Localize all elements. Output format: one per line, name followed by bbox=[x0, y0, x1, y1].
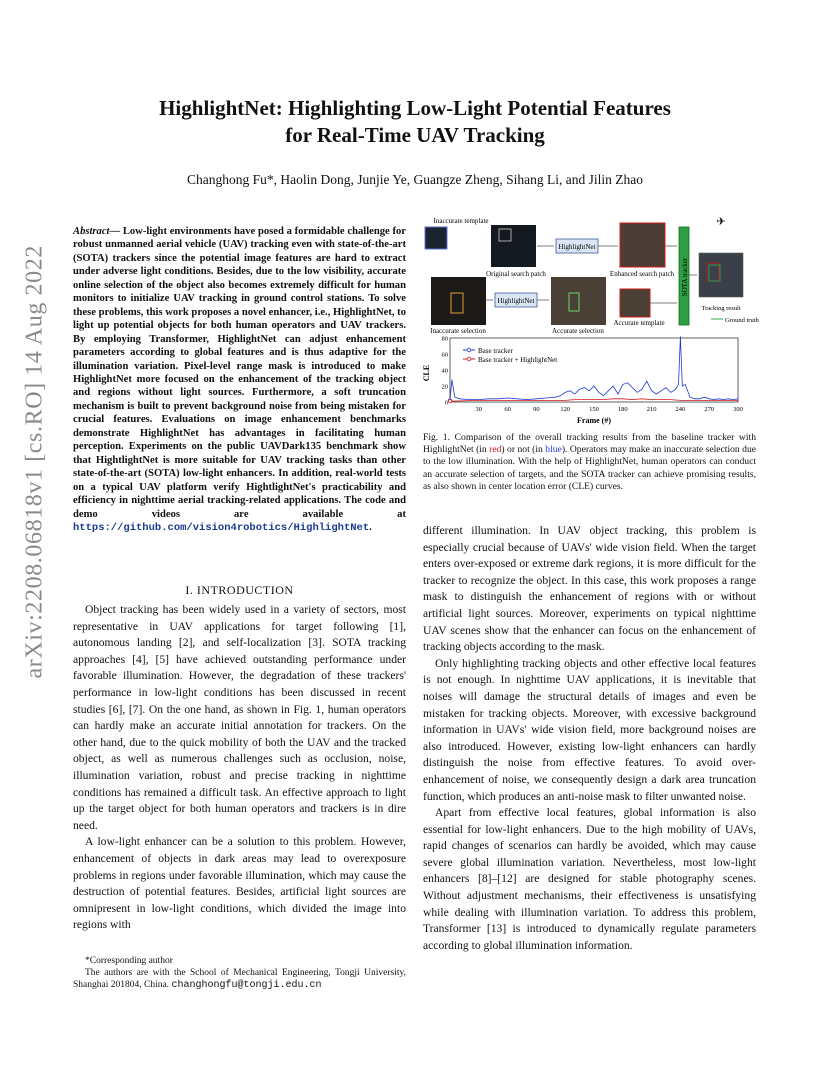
label-original-patch: Original search patch bbox=[486, 270, 546, 278]
title-line-1: HighlightNet: Highlighting Low-Light Potential Features bbox=[159, 96, 671, 120]
label-inaccurate-selection: Inaccurate selection bbox=[430, 327, 486, 335]
intro-left-column bbox=[73, 602, 406, 934]
cle-chart bbox=[422, 336, 743, 426]
paragraph: Object tracking has been widely used in a variety of sectors, most representative in UAV applications for target following [1], autonomous landing [2], and self-localization [3]. SOTA tracking approaches [4], [5] have achieved outstanding performance under favorable illumination. However, the degradation of these trackers' performance in low-light conditions has been discussed in recent studies [6], [7]. On the one hand, as shown in Fig. 1, human operators can hardly make an accurate initial annotation for trackers. On the other hand, due to the quick mobility of both the UAV and the tracked object, as well as numerous challenges such as occlusion, noise, illumination variation, robust and precise tracking in nighttime conditions has remained a difficult task. An effective approach to light up the target object for both human operators and trackers is in dire need. bbox=[73, 603, 406, 832]
abstract-label: Abstract— bbox=[73, 226, 121, 237]
caption-red-word: red bbox=[489, 444, 502, 456]
legend bbox=[463, 347, 557, 364]
caption-text-1: Comparison of the overall tracking results from the baseline tracker with HighlightNet (in bbox=[423, 432, 756, 456]
x-axis-label: Frame (#) bbox=[577, 416, 611, 425]
caption-text-2: ) or not (in bbox=[501, 444, 546, 456]
paper-title bbox=[100, 95, 730, 149]
y-axis-label: CLE bbox=[422, 364, 431, 382]
x-tick-label: 240 bbox=[675, 406, 686, 413]
caption-text-3: ). Operators may make an inaccurate selection due to the low illumination. With the help of HighlightNet, human operators can conduct an accurate selection of targets, and the SOTA tracker can achieve promising results, as also shown in center location error (CLE) curves. bbox=[423, 444, 756, 492]
y-tick-label: 80 bbox=[441, 335, 448, 343]
pipeline-diagram bbox=[425, 216, 760, 335]
label-enhanced-patch: Enhanced search patch bbox=[609, 270, 675, 278]
abstract-end: . bbox=[369, 521, 372, 533]
legend-label-base: Base tracker bbox=[478, 347, 513, 355]
x-tick-label: 270 bbox=[704, 406, 715, 413]
y-tick-label: 40 bbox=[441, 367, 448, 375]
x-tick-label: 300 bbox=[733, 406, 743, 413]
figure-1 bbox=[422, 215, 759, 428]
footnote-affiliation bbox=[73, 967, 406, 992]
paragraph: A low-light enhancer can be a solution to this problem. However, enhancement of objects in dark areas may lead to overexposure problems in regions under favorable illumination, which may cause the destruction of potential features. Besides, artificial light sources are omnipresent in low-light conditions, which divided the image into regions with bbox=[73, 835, 406, 932]
tracking-result-image bbox=[699, 253, 743, 297]
intro-right-column bbox=[423, 523, 756, 954]
email: changhongfu@tongji.edu.cn bbox=[171, 980, 322, 991]
paragraph: different illumination. In UAV object tracking, this problem is especially crucial because of UAVs' wide vision field. When the target enters over-exposed or extreme dark regions, it is more difficult for the tracker to recognize the object. In this case, this work proposes a range mask to distinguish the enhancement of regions with or without artificial light sources. Moreover, experiments on typical nighttime UAV scenes show that the enhancer can focus on the enhancement of tracking objects according to the mask. bbox=[423, 524, 756, 654]
affiliation-text: The authors are with the School of Mechanical Engineering, Tongji University, Shanghai 201804, China. bbox=[73, 968, 406, 990]
label-tracking-result: Tracking result bbox=[701, 305, 741, 312]
legend-marker-base bbox=[467, 348, 471, 352]
x-tick-label: 120 bbox=[560, 406, 571, 413]
legend-marker-enhanced bbox=[467, 357, 471, 361]
footnote-corresponding: *Corresponding author bbox=[85, 956, 173, 966]
enhanced-search-patch-image bbox=[620, 223, 665, 267]
y-tick-label: 20 bbox=[441, 383, 448, 391]
inaccurate-selection-image bbox=[431, 277, 486, 325]
original-search-patch-image bbox=[491, 225, 536, 267]
inaccurate-template-image bbox=[425, 227, 447, 249]
abstract-text: Low-light environments have posed a formidable challenge for robust unmanned aerial vehicle (UAV) tracking even with state-of-the-art (SOTA) trackers since the potential image features are hard to extract under adverse light conditions. Besides, due to the low visibility, accurate online selection of the object also becomes extremely difficult for human monitors to initialize UAV tracking in ground control stations. To solve these problems, this work proposes a novel enhancer, i.e., HighlightNet, to light up potential objects for both human operators and UAV trackers. By employing Transformer, HighlightNet can adjust enhancement parameters according to global features and is thus adaptive for the illumination variation. Pixel-level range mask is introduced to make HighlightNet more focused on the enhancement of the tracking object and regions without light sources. Furthermore, a soft truncation mechanism is built to prevent background noise from being mistaken for crucial features. Evaluations on image enhancement benchmarks demonstrate HighlightNet has advantages in facilitating human perception. Experiments on the public UAVDark135 benchmark show that HightlightNet is more suitable for UAV tracking tasks than other state-of-the-art (SOTA) low-light enhancers. In addition, real-world tests on a typical UAV platform verify HightlightNet's practicability and efficiency in nighttime aerial tracking-related applications. The code and demo videos are available at bbox=[73, 226, 406, 520]
y-axis-ticks bbox=[442, 336, 449, 407]
series-marker bbox=[448, 400, 451, 403]
label-ground-truth: Ground truth bbox=[725, 317, 759, 324]
label-accurate-selection: Accurate selection bbox=[552, 327, 604, 335]
x-tick-label: 210 bbox=[646, 406, 657, 413]
figure-1-graphic bbox=[422, 215, 759, 428]
x-tick-label: 30 bbox=[475, 406, 483, 413]
series-line-base-tracker bbox=[450, 336, 738, 400]
x-tick-label: 90 bbox=[533, 406, 540, 413]
footnote bbox=[73, 955, 406, 992]
abstract bbox=[73, 225, 406, 535]
y-tick-label: 60 bbox=[441, 351, 448, 359]
caption-label: Fig. 1. bbox=[423, 432, 451, 443]
arxiv-sidebar bbox=[10, 245, 60, 680]
paragraph: Only highlighting tracking objects and other effective local features is not enough. In nighttime UAV applications, it is inevitable that noises will damage the structural details of images and even be mistaken for tracking objects. Moreover, with excessive background information in UAVs' wide vision field, more background noises are also introduced. However, existing low-light enhancers can hardly distinguish the noise from effective features. To avoid over-enhancement of noise, we consequently design a dark area truncation function, which produces an anti-noise mask to filter unwanted noise. bbox=[423, 656, 756, 803]
accurate-template-image bbox=[620, 289, 650, 317]
drone-icon: ✈ bbox=[716, 216, 726, 228]
x-tick-label: 180 bbox=[617, 406, 628, 413]
caption-blue-word: blue bbox=[545, 444, 562, 456]
author-list: Changhong Fu*, Haolin Dong, Junjie Ye, Guangze Zheng, Sihang Li, and Jilin Zhao bbox=[187, 172, 643, 187]
x-tick-label: 150 bbox=[589, 406, 599, 413]
label-highlightnet-bottom: HighlightNet bbox=[497, 297, 535, 305]
label-highlightnet-top: HighlightNet bbox=[558, 243, 596, 251]
section-heading-introduction: I. INTRODUCTION bbox=[185, 583, 294, 597]
label-sota-tracker: SOTA tracker bbox=[681, 257, 689, 297]
arxiv-id: arXiv:2208.06818v1 [cs.RO] 14 Aug 2022 bbox=[21, 245, 48, 679]
legend-label-enhanced: Base tracker + HighlightNet bbox=[478, 356, 558, 364]
y-tick-label: 0 bbox=[444, 399, 448, 407]
paragraph: Apart from effective local features, global information is also essential for low-light enhancers. Due to the high mobility of UAVs, rapid changes of scenarios can hardly be avoided, which may cause severe global illumination variation. Nevertheless, most low-light enhancers [8]–[12] are designed for stable photography scenes. Without adjustment mechanisms, their effectiveness is unsatisfying while dealing with illumination variation. To address this problem, Transformer [13] is introduced to dynamically regulate parameters according to global illumination information. bbox=[423, 806, 756, 952]
x-tick-label: 60 bbox=[504, 406, 511, 413]
label-accurate-template: Accurate template bbox=[613, 319, 665, 327]
figure-1-caption bbox=[423, 432, 756, 493]
code-link[interactable]: https://github.com/vision4robotics/HighlightNet bbox=[73, 521, 370, 534]
x-axis-ticks bbox=[476, 406, 743, 413]
label-inaccurate-template: Inaccurate template bbox=[433, 217, 489, 225]
title-line-2: for Real-Time UAV Tracking bbox=[285, 123, 545, 147]
